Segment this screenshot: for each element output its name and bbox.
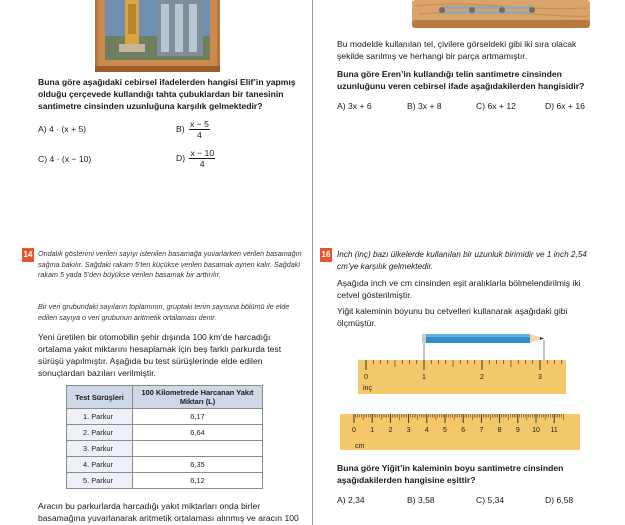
q14-number-badge: 14 <box>22 248 34 262</box>
inch-ruler-unit: inç <box>363 385 372 392</box>
cm-tick-label: 1 <box>370 427 375 434</box>
cm-tick-label: 0 <box>352 427 356 434</box>
table-cell: 2. Parkur <box>67 425 133 441</box>
q16-option-b[interactable]: B) 3,58 <box>407 495 435 505</box>
cm-tick-label: 5 <box>443 427 447 434</box>
q13-question: Buna göre aşağıdaki cebirsel ifadelerden hangisi Elif’in yapmış olduğu çerçevede kullandığı tahta çubuklardan bir tanesinin santimetre cinsinden uzunluğuna karşılık gelmektedir? <box>38 77 296 111</box>
q15-option-d[interactable]: D) 6x + 16 <box>545 101 585 111</box>
column-divider <box>312 0 313 525</box>
q16-option-a[interactable]: A) 2,34 <box>337 495 365 505</box>
table-row <box>67 473 263 489</box>
cm-ruler-unit: cm <box>355 443 365 450</box>
cm-tick-label: 7 <box>479 427 484 434</box>
cm-tick-label: 10 <box>532 427 540 434</box>
table-row <box>67 457 263 473</box>
q13-option-b-numerator: x − 5 <box>189 119 209 129</box>
measurement-illustration <box>340 330 582 454</box>
q16-question: Buna göre Yiğit’in kaleminin boyu santimetre cinsinden aşağıdakilerden hangisine eşittir? <box>337 463 564 485</box>
q15-option-b[interactable]: B) 3x + 8 <box>407 101 442 111</box>
q13-option-b-denominator: 4 <box>197 130 202 140</box>
q13-option-b[interactable] <box>176 119 210 140</box>
table-cell: 4. Parkur <box>67 457 133 473</box>
nail-board-illustration <box>412 0 590 30</box>
cm-tick-label: 3 <box>406 427 411 434</box>
table-cell: 6,35 <box>133 457 263 473</box>
framed-picture-illustration <box>95 0 220 72</box>
cm-ruler <box>340 414 580 450</box>
table-row <box>67 425 263 441</box>
pencil-and-rulers <box>340 330 582 454</box>
q13-option-d-numerator: x − 10 <box>190 148 215 158</box>
q13-option-d-label: D) <box>176 152 186 163</box>
q13-option-b-label: B) <box>176 123 185 134</box>
table-row <box>67 441 263 457</box>
q16-number-badge: 16 <box>320 248 332 262</box>
q13-option-b-fraction <box>189 119 210 140</box>
inch-tick-label: 0 <box>364 374 368 381</box>
q13-option-d-denominator: 4 <box>199 159 205 169</box>
q13-option-a[interactable]: A) 4 · (x + 5) <box>38 124 86 134</box>
nail-board <box>412 0 590 30</box>
inch-tick-label: 1 <box>422 374 426 381</box>
q16-text-measure: Yiğit kaleminin boyunu bu cetvelleri kullanarak aşağıdaki gibi ölçmüştür. <box>337 306 568 328</box>
q16-note: İnch (inç) bazı ülkelerde kullanılan bir uzunluk birimidir ve 1 inch 2,54 cm’ye karşılık gelmektedir. <box>337 250 587 271</box>
cm-tick-label: 8 <box>497 427 502 434</box>
cm-tick-label: 11 <box>550 427 558 434</box>
cm-tick-label: 2 <box>388 427 393 434</box>
fuel-table <box>66 385 263 489</box>
q16-text-rulers: Aşağıda inch ve cm cinsinden eşit aralıklarla bölmelendirilmiş iki cetvel gösterilmiştir. <box>337 278 581 300</box>
q13-option-d[interactable] <box>176 148 215 169</box>
inch-tick-label: 3 <box>538 374 542 381</box>
q14-intro: Yeni üretilen bir otomobilin şehir dışında 100 km’de harcadığı ortalama yakıt miktarını hesaplamak için beş farklı parkurda test sürüşü yapılmıştır. Aşağıda bu test sürüşlerinde elde edilen sonuçlardan bazıları verilmiştir. <box>38 332 282 378</box>
q13-option-c[interactable]: C) 4 · (x − 10) <box>38 154 92 164</box>
q15-text: Bu modelde kullanılan tel, çivilere görseldeki gibi iki sıra olacak şekilde sarılmış ve herhangi bir parça artmamıştır. <box>337 39 577 61</box>
cm-tick-label: 9 <box>515 427 520 434</box>
fuel-table-header-tests: Test Sürüşleri <box>67 386 133 409</box>
q14-bottom-text: Aracın bu parkurlarda harcadığı yakıt miktarları onda birler basamağına yuvarlanarak aritmetik ortalaması alınmış ve aracın 100 <box>38 501 299 523</box>
q15-option-c[interactable]: C) 6x + 12 <box>476 101 516 111</box>
table-cell: 5. Parkur <box>67 473 133 489</box>
q13-option-d-fraction <box>189 148 215 169</box>
q16-option-d[interactable]: D) 6,58 <box>545 495 574 505</box>
q15-question: Buna göre Eren’in kullandığı telin santimetre cinsinden uzunluğunu veren cebirsel ifade aşağıdakilerden hangisidir? <box>337 69 585 91</box>
table-cell: 6,64 <box>133 425 263 441</box>
fuel-table-header-fuel: 100 Kilometrede Harcanan Yakıt Miktarı (L) <box>133 386 263 409</box>
q15-option-a[interactable]: A) 3x + 6 <box>337 101 372 111</box>
cm-tick-label: 4 <box>424 427 429 434</box>
q14-note-mean: Bir veri grubundaki sayıların toplamının, gruptaki terim sayısına bölümü ile elde edilen sayıya o veri grubunun aritmetik ortalaması denir. <box>38 302 290 322</box>
table-cell: 3. Parkur <box>67 441 133 457</box>
table-cell <box>133 441 263 457</box>
table-row <box>67 409 263 425</box>
q14-note-rounding: Ondalık gösterimi verilen sayıyı istenilen basamağa yuvarlarken verilen basamağın sağına bakılır. Sağdaki rakam 5’ten küçükse verilen basamak aynen kalır. Sağdaki rakam 5 yada 5’den büyükse verilen basamak bir arttırılır. <box>38 249 302 279</box>
cm-tick-label: 6 <box>461 427 466 434</box>
inch-tick-label: 2 <box>480 374 484 381</box>
inch-ruler <box>358 360 566 394</box>
table-cell: 6,17 <box>133 409 263 425</box>
fuel-table-header-row <box>67 386 263 409</box>
q16-option-c[interactable]: C) 5,34 <box>476 495 505 505</box>
framed-picture <box>95 0 220 72</box>
table-cell: 1. Parkur <box>67 409 133 425</box>
table-cell: 6,12 <box>133 473 263 489</box>
